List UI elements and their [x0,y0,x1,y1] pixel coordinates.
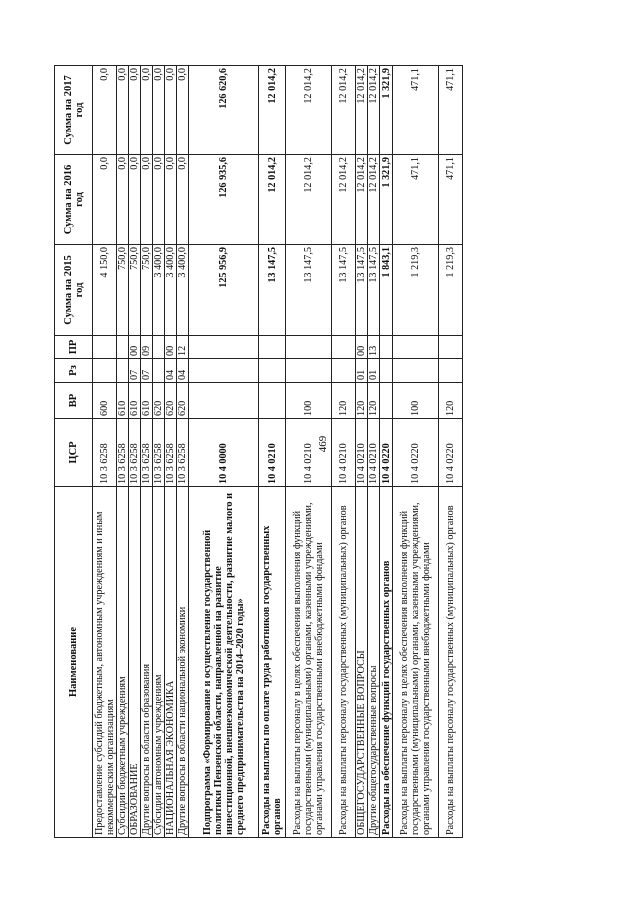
cell-rz: 01 [368,359,380,383]
cell-name: Субсидии автономным учреждениям [153,487,165,838]
cell-name: Расходы на выплаты по оплате труда работников государственных органов [259,487,286,838]
cell-vr: 120 [439,383,463,419]
cell-y2015: 3 400,0 [165,245,177,336]
cell-vr [189,383,259,419]
cell-name: Расходы на выплаты персоналу государственных (муниципальных) органов [439,487,463,838]
cell-y2015: 13 147,5 [356,245,368,336]
cell-y2017: 0,0 [177,66,189,155]
cell-y2015: 13 147,5 [332,245,356,336]
cell-y2015: 4 150,0 [93,245,117,336]
cell-name: Другие вопросы в области национальной экономики [177,487,189,838]
cell-pr [117,336,129,359]
cell-y2017: 0,0 [153,66,165,155]
table-row [177,66,189,838]
cell-csr: 10 4 0220 [393,419,439,487]
cell-rz: 07 [129,359,141,383]
cell-y2017: 0,0 [117,66,129,155]
table-row [439,66,463,838]
header-name: Наименование [55,487,93,838]
cell-vr [380,383,393,419]
cell-pr [93,336,117,359]
cell-rz: 04 [177,359,189,383]
cell-y2016: 12 014,2 [368,155,380,245]
cell-pr [393,336,439,359]
header-vr: ВР [55,383,93,419]
cell-vr: 620 [165,383,177,419]
cell-y2017: 12 014,2 [259,66,286,155]
cell-y2017: 0,0 [93,66,117,155]
cell-y2016: 0,0 [165,155,177,245]
cell-name: Подпрограмма «Формирование и осуществление государственной политики Пензенской области, направленной на развитие инвестиционной, внешнеэкономической деятельности, развитие малого и среднего предпринимательства на 2014–2020 годы» [189,487,259,838]
cell-pr: 00 [356,336,368,359]
cell-y2017: 12 014,2 [332,66,356,155]
cell-csr: 10 3 6258 [177,419,189,487]
cell-csr: 10 4 0220 [439,419,463,487]
table-row [393,66,439,838]
table-row [332,66,356,838]
table-row [380,66,393,838]
cell-csr: 10 3 6258 [117,419,129,487]
cell-y2016: 126 935,6 [189,155,259,245]
cell-name: Расходы на выплаты персоналу в целях обеспечения выполнения функций государственными (муниципальными) органами, казенными учреждениями, органами управления государственными внебюджетными фондами [393,487,439,838]
cell-vr: 620 [153,383,165,419]
cell-csr: 10 4 0210 [332,419,356,487]
cell-csr: 10 4 0220 [380,419,393,487]
cell-pr [153,336,165,359]
cell-pr: 13 [368,336,380,359]
cell-rz [93,359,117,383]
cell-name: Расходы на выплаты персоналу государственных (муниципальных) органов [332,487,356,838]
cell-y2017: 0,0 [165,66,177,155]
cell-name: Расходы на обеспечение функций государственных органов [380,487,393,838]
cell-y2015: 750,0 [141,245,153,336]
cell-y2016: 12 014,2 [286,155,332,245]
table-row [259,66,286,838]
cell-y2017: 471,1 [439,66,463,155]
cell-rz: 04 [165,359,177,383]
cell-rz [439,359,463,383]
cell-rz [393,359,439,383]
cell-rz [153,359,165,383]
cell-name: Субсидии бюджетным учреждениям [117,487,129,838]
table-row [153,66,165,838]
cell-rz [332,359,356,383]
cell-y2015: 13 147,5 [286,245,332,336]
cell-vr: 100 [286,383,332,419]
cell-vr: 120 [332,383,356,419]
cell-vr [259,383,286,419]
cell-name: ОБРАЗОВАНИЕ [129,487,141,838]
table-row [189,66,259,838]
cell-y2015: 3 400,0 [177,245,189,336]
cell-pr: 00 [129,336,141,359]
table-row [368,66,380,838]
cell-rz: 07 [141,359,153,383]
cell-csr: 10 3 6258 [129,419,141,487]
cell-y2017: 0,0 [129,66,141,155]
table-row [165,66,177,838]
cell-csr: 10 4 0210 [259,419,286,487]
cell-pr [286,336,332,359]
cell-y2016: 0,0 [129,155,141,245]
cell-y2015: 1 219,3 [439,245,463,336]
cell-y2015: 13 147,5 [259,245,286,336]
cell-y2016: 12 014,2 [259,155,286,245]
cell-pr [380,336,393,359]
cell-y2016: 1 321,9 [380,155,393,245]
cell-pr [332,336,356,359]
cell-y2016: 12 014,2 [332,155,356,245]
cell-y2016: 471,1 [393,155,439,245]
header-2015: Сумма на 2015 год [55,245,93,336]
header-rz: Рз [55,359,93,383]
cell-y2017: 0,0 [141,66,153,155]
cell-y2017: 471,1 [393,66,439,155]
cell-vr: 610 [129,383,141,419]
cell-rz [259,359,286,383]
cell-y2016: 0,0 [141,155,153,245]
cell-pr: 00 [165,336,177,359]
cell-y2016: 471,1 [439,155,463,245]
cell-vr: 620 [177,383,189,419]
table-row [93,66,117,838]
table-body [93,66,463,838]
cell-y2015: 3 400,0 [153,245,165,336]
cell-name: Другие общегосударственные вопросы [368,487,380,838]
table-row [356,66,368,838]
cell-vr: 600 [93,383,117,419]
cell-y2015: 125 956,9 [189,245,259,336]
cell-y2015: 13 147,5 [368,245,380,336]
cell-pr [439,336,463,359]
cell-y2017: 126 620,6 [189,66,259,155]
cell-pr: 09 [141,336,153,359]
cell-pr: 12 [177,336,189,359]
cell-y2017: 1 321,9 [380,66,393,155]
cell-csr: 10 4 0210 [356,419,368,487]
cell-vr: 100 [393,383,439,419]
cell-name: Расходы на выплаты персоналу в целях обеспечения выполнения функций государственными (муниципальными) органами, казенными учреждениями, органами управления государственными внебюджетными фондами [286,487,332,838]
cell-csr: 10 3 6258 [93,419,117,487]
cell-y2016: 0,0 [93,155,117,245]
cell-y2016: 0,0 [117,155,129,245]
cell-y2015: 750,0 [129,245,141,336]
cell-y2017: 12 014,2 [368,66,380,155]
header-2017: Сумма на 2017 год [55,66,93,155]
header-pr: ПР [55,336,93,359]
page-number: 469 [317,435,329,453]
cell-rz [117,359,129,383]
table-row [117,66,129,838]
cell-rz: 01 [356,359,368,383]
cell-rz [380,359,393,383]
cell-y2016: 12 014,2 [356,155,368,245]
cell-csr: 10 3 6258 [165,419,177,487]
cell-rz [189,359,259,383]
cell-name: Другие вопросы в области образования [141,487,153,838]
cell-name: Предоставление субсидий бюджетным, автономным учреждениям и иным некоммерческим организациям [93,487,117,838]
cell-y2015: 1 843,1 [380,245,393,336]
table-row [286,66,332,838]
cell-vr: 610 [141,383,153,419]
cell-y2015: 1 219,3 [393,245,439,336]
table-header-row [55,66,93,838]
cell-vr: 610 [117,383,129,419]
cell-csr: 10 4 0210 [368,419,380,487]
cell-csr: 10 4 0000 [189,419,259,487]
table-row [141,66,153,838]
cell-y2016: 0,0 [153,155,165,245]
header-2016: Сумма на 2016 год [55,155,93,245]
cell-csr: 10 4 0210 [286,419,332,487]
cell-y2016: 0,0 [177,155,189,245]
cell-csr: 10 3 6258 [141,419,153,487]
cell-csr: 10 3 6258 [153,419,165,487]
cell-y2015: 750,0 [117,245,129,336]
cell-pr [259,336,286,359]
cell-name: ОБЩЕГОСУДАРСТВЕННЫЕ ВОПРОСЫ [356,487,368,838]
cell-y2017: 12 014,2 [286,66,332,155]
budget-table [54,65,463,838]
cell-rz [286,359,332,383]
cell-pr [189,336,259,359]
cell-vr: 120 [368,383,380,419]
budget-table-container [54,66,586,838]
cell-name: НАЦИОНАЛЬНАЯ ЭКОНОМИКА [165,487,177,838]
table-row [129,66,141,838]
cell-vr: 120 [356,383,368,419]
header-csr: ЦСР [55,419,93,487]
cell-y2017: 12 014,2 [356,66,368,155]
